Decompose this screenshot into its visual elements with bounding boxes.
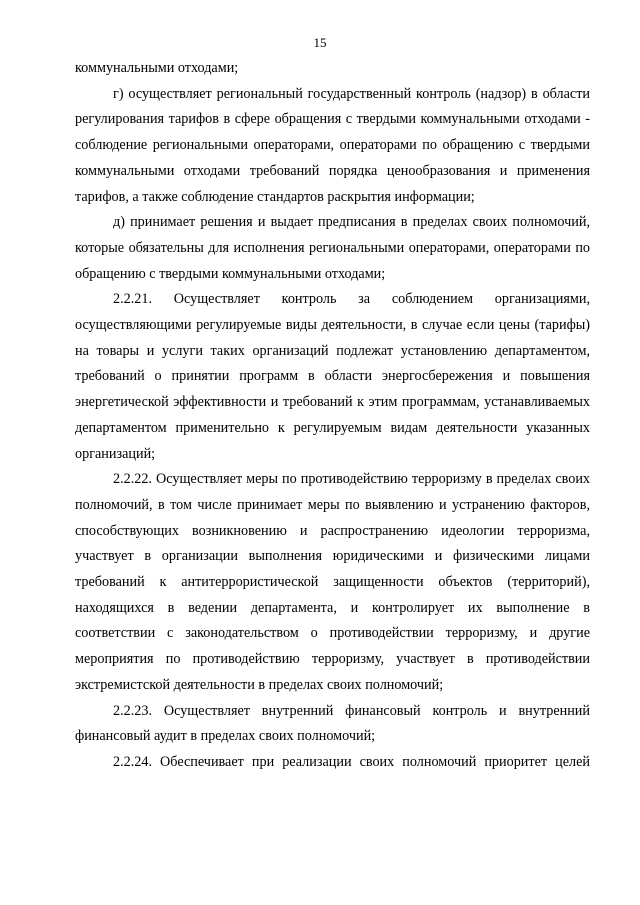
text-line: коммунальными отходами;: [75, 60, 239, 76]
text-line: отходами - соблюдение региональными операторами, операторами по: [75, 111, 591, 154]
text-line: выполнение в соответствии с законодательством о противодействии терроризму,: [75, 599, 590, 642]
text-line: 2.2.24. Обеспечивает при реализации своих полномочий приоритет целей: [113, 753, 590, 770]
text-line: своих полномочий, в том числе принимает меры по выявлению и устранению: [75, 471, 591, 513]
text-line: (тарифы) на товары и услуги таких организаций подлежат установлению: [75, 317, 591, 359]
paragraph-2-2-22: [75, 467, 590, 698]
text-line: раскрытия информации;: [327, 188, 475, 205]
text-line: противодействии экстремистской деятельности в пределах своих полномочий;: [75, 651, 590, 693]
text-line: обращению с твердыми коммунальными отходами требований порядка: [75, 137, 591, 179]
document-body: [75, 56, 590, 776]
paragraph-continuation: [75, 56, 590, 82]
text-line: полномочий, которые обязательны для исполнения региональными: [75, 214, 590, 256]
text-line: д) принимает решения и выдает предписания в пределах своих: [113, 214, 508, 231]
text-line: департаментом, требований о принятии программ в области энергосбережения и: [75, 342, 590, 385]
text-line: (территорий), находящихся в ведении департамента, и контролирует их: [75, 574, 590, 616]
text-line: ценообразования и применения тарифов, а также соблюдение стандартов: [75, 162, 590, 205]
text-line: 2.2.22. Осуществляет меры по противодействию терроризму в пределах: [113, 471, 552, 488]
paragraph-2-2-24: [75, 750, 590, 776]
text-line: области регулирования тарифов в сфере обращения с твердыми коммунальными: [75, 85, 591, 128]
text-line: деятельности указанных организаций;: [75, 419, 591, 462]
paragraph-item-g: [75, 82, 590, 211]
paragraph-2-2-21: [75, 287, 590, 467]
text-line: 2.2.23. Осуществляет внутренний финансовый контроль и внутренний: [113, 702, 590, 719]
text-line: осуществляющими регулируемые виды деятельности, в случае если цены: [75, 317, 530, 334]
text-line: лицами требований к антитеррористической защищенности объектов: [75, 548, 590, 591]
text-line: терроризма, участвует в организации выполнения юридическими и физическими: [75, 522, 590, 565]
paragraph-item-d: [75, 210, 590, 287]
text-line: операторами, операторами по обращению с твердыми коммунальными: [75, 239, 590, 282]
text-line: отходами;: [324, 265, 386, 282]
text-line: г) осуществляет региональный государственный контроль (надзор) в: [113, 85, 538, 102]
text-line: повышения энергетической эффективности и требований к этим программам,: [75, 368, 591, 411]
page-number: 15: [313, 35, 327, 50]
paragraph-2-2-23: [75, 699, 590, 750]
text-line: устанавливаемых департаментом применительно к регулируемым видам: [75, 394, 590, 436]
text-line: факторов, способствующих возникновению и распространению идеологии: [75, 496, 590, 539]
text-line: и другие мероприятия по противодействию терроризму, участвует в: [75, 625, 591, 668]
text-line: 2.2.21. Осуществляет контроль за соблюдением организациями,: [113, 291, 590, 308]
text-line: финансовый аудит в пределах своих полномочий;: [75, 728, 376, 745]
